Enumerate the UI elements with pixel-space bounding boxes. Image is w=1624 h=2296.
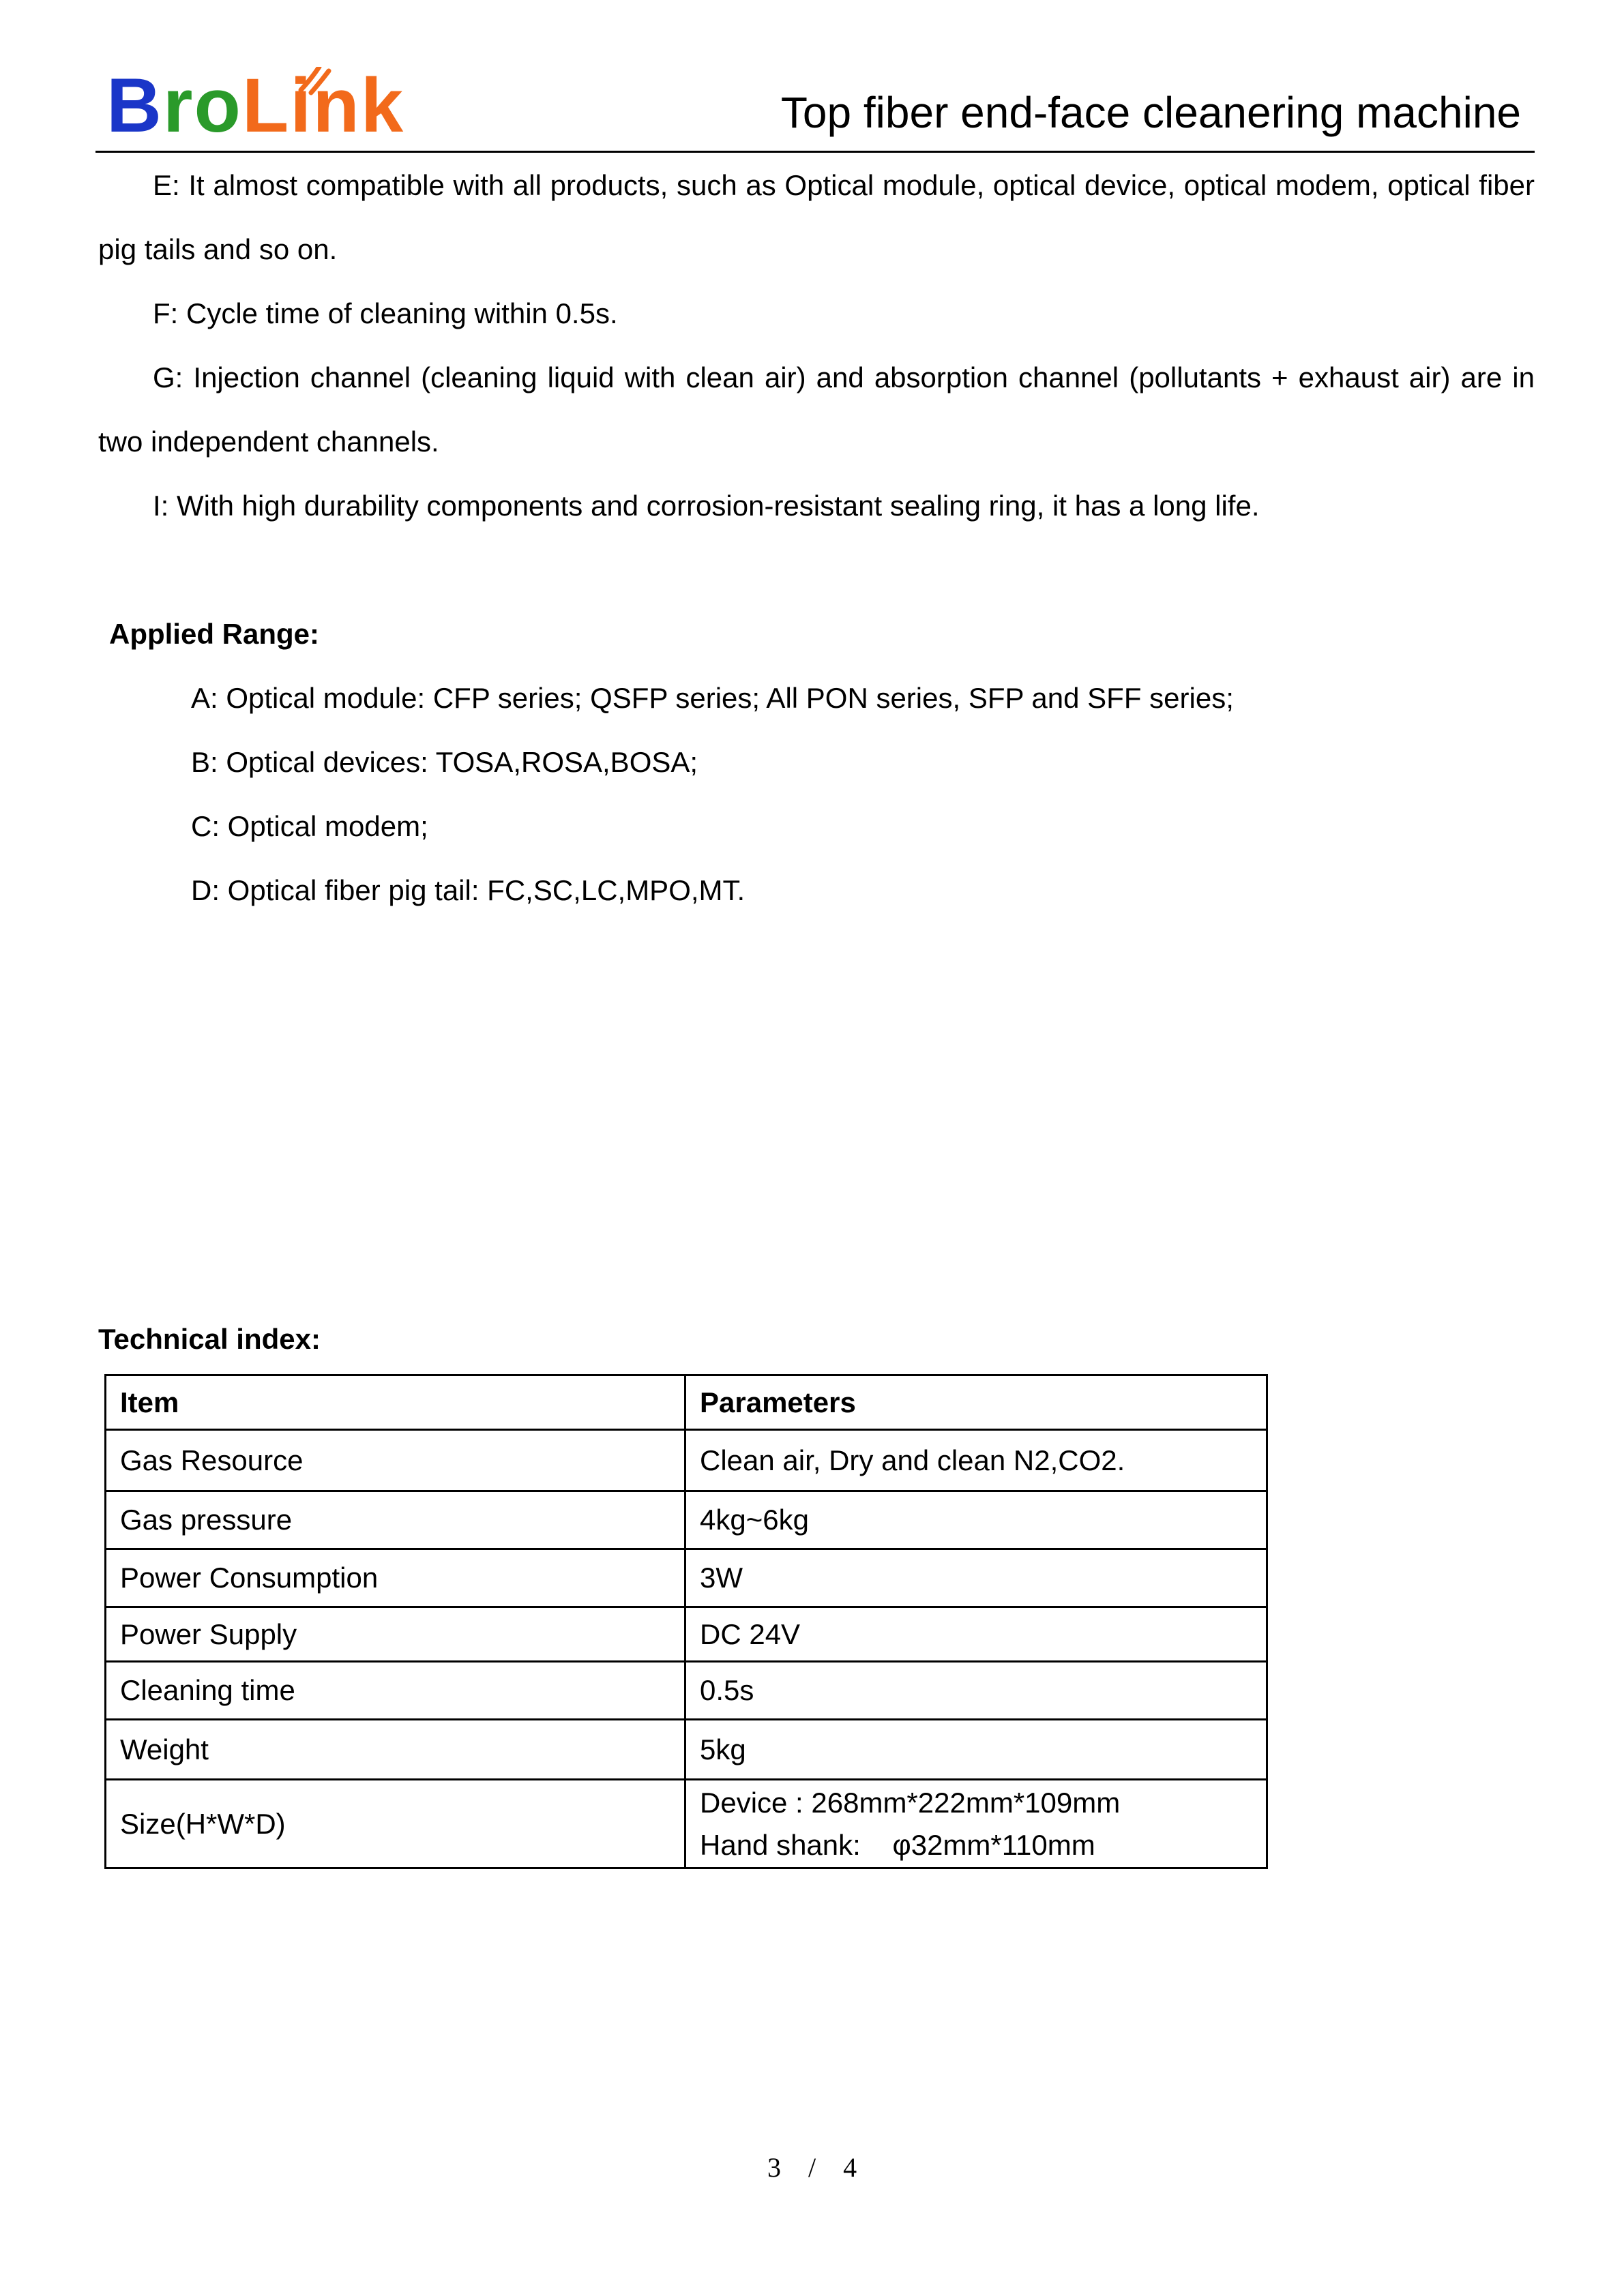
applied-range-item-c: C: Optical modem; [191, 810, 428, 842]
current-page: 3 [767, 2152, 781, 2183]
parameter-cell: Clean air, Dry and clean N2,CO2. [685, 1430, 1267, 1491]
page-number [0, 2151, 1624, 2183]
technical-index-table [104, 1374, 1268, 1869]
table-row [106, 1491, 1267, 1549]
size-hand-shank-value: Hand shank: φ32mm*110mm [700, 1828, 1095, 1861]
page-separator: / [808, 2152, 816, 2183]
feature-g-line1: G: Injection channel (cleaning liquid with clean air) and absorption channel (pollutants + exhaust air) are in [153, 361, 1535, 393]
feature-g-line2: two independent channels. [98, 426, 439, 458]
table-row [106, 1430, 1267, 1491]
applied-range-heading: Applied Range: [109, 618, 320, 650]
total-pages: 4 [843, 2152, 857, 2183]
item-cell: Power Consumption [106, 1549, 685, 1607]
document-title: Top fiber end-face cleanering machine [780, 88, 1521, 137]
page-header [95, 60, 1535, 155]
item-cell: Power Supply [106, 1607, 685, 1662]
parameter-cell: DC 24V [685, 1607, 1267, 1662]
applied-range-item-a: A: Optical module: CFP series; QSFP series; All PON series, SFP and SFF series; [191, 682, 1234, 714]
item-cell: Gas Resource [106, 1430, 685, 1491]
table-header-row [106, 1375, 1267, 1430]
item-cell: Gas pressure [106, 1491, 685, 1549]
feature-e-line2: pig tails and so on. [98, 233, 338, 265]
parameter-cell: 4kg~6kg [685, 1491, 1267, 1549]
applied-range-item-d: D: Optical fiber pig tail: FC,SC,LC,MPO,MT. [191, 874, 745, 906]
parameter-cell: 5kg [685, 1720, 1267, 1780]
feature-e-line1: E: It almost compatible with all products, such as Optical module, optical device, optical modem, optical fiber [153, 169, 1535, 201]
item-cell-size: Size(H*W*D) [106, 1780, 685, 1868]
table-row [106, 1549, 1267, 1607]
feature-f: F: Cycle time of cleaning within 0.5s. [153, 297, 618, 329]
column-header-parameters: Parameters [685, 1375, 1267, 1430]
table-row [106, 1662, 1267, 1720]
item-cell: Weight [106, 1720, 685, 1780]
size-device-value: Device : 268mm*222mm*109mm [700, 1786, 1121, 1819]
parameter-cell-size [685, 1780, 1267, 1868]
technical-index-heading: Technical index: [98, 1323, 321, 1355]
header-divider [95, 151, 1535, 153]
table-row-size [106, 1780, 1267, 1868]
parameter-cell: 3W [685, 1549, 1267, 1607]
table-row [106, 1607, 1267, 1662]
applied-range-item-b: B: Optical devices: TOSA,ROSA,BOSA; [191, 746, 698, 778]
svg-text:BroLink: BroLink [106, 67, 405, 142]
table-row [106, 1720, 1267, 1780]
feature-i: I: With high durability components and corrosion-resistant sealing ring, it has a long life. [153, 490, 1260, 522]
parameter-cell: 0.5s [685, 1662, 1267, 1720]
item-cell: Cleaning time [106, 1662, 685, 1720]
column-header-item: Item [106, 1375, 685, 1430]
brolink-logo [106, 67, 516, 142]
